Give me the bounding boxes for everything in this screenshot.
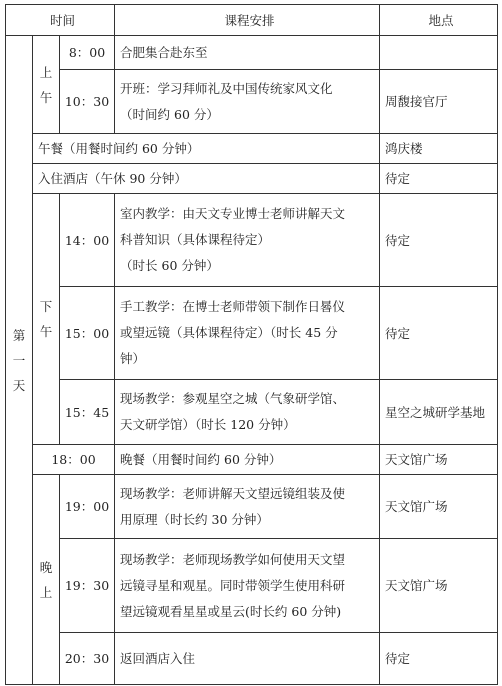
table-row	[6, 194, 498, 287]
time-cell: 14：00	[60, 194, 115, 287]
location-cell: 鸿庆楼	[380, 134, 498, 164]
schedule-line: 室内教学：由天文专业博士老师讲解天文	[120, 206, 346, 221]
evening-char: 晚	[39, 559, 53, 575]
schedule-table	[5, 4, 498, 685]
schedule-line: 或望远镜（具体课程待定）（时长 45 分	[120, 325, 338, 340]
table-row	[6, 445, 498, 475]
location-cell: 待定	[380, 287, 498, 380]
schedule-line: 现场教学：老师现场教学如何使用天文望	[120, 551, 346, 567]
schedule-line: 科普知识（具体课程待定）	[120, 232, 271, 247]
location-cell: 待定	[380, 194, 498, 287]
schedule-line: 用原理（时长约 30 分钟）	[120, 511, 269, 527]
afternoon-char: 下	[39, 299, 53, 314]
schedule-line: 望远镜观看星星或星云(时长约 60 分钟)	[120, 603, 342, 619]
morning-label-cell	[33, 36, 60, 134]
table-row	[6, 164, 498, 194]
time-cell: 18：00	[33, 445, 115, 475]
schedule-line: 手工教学：在博士老师带领下制作日晷仪	[120, 299, 346, 314]
schedule-line: （时长 60 分钟）	[120, 258, 219, 273]
day-char: 第	[12, 327, 26, 343]
location-cell: 天文馆广场	[380, 475, 498, 539]
location-cell: 星空之城研学基地	[380, 380, 498, 445]
table-row	[6, 70, 498, 134]
day-label-cell	[6, 36, 33, 685]
location-cell: 天文馆广场	[380, 539, 498, 633]
evening-label-cell	[33, 475, 60, 685]
morning-char: 午	[39, 89, 53, 105]
morning-char: 上	[39, 64, 53, 80]
schedule-cell	[115, 475, 380, 539]
location-cell	[380, 36, 498, 70]
schedule-line: 天文研学馆）（时长 120 分钟）	[120, 417, 296, 432]
location-cell: 待定	[380, 164, 498, 194]
schedule-line: 现场教学：老师讲解天文望远镜组装及使	[120, 485, 346, 501]
table-row	[6, 287, 498, 380]
schedule-line: 远镜寻星和观星。同时带领学生使用科研	[120, 577, 346, 593]
table-row	[6, 539, 498, 633]
afternoon-char: 午	[39, 324, 53, 339]
time-cell: 15：00	[60, 287, 115, 380]
schedule-cell: 入住酒店（午休 90 分钟）	[33, 164, 380, 194]
schedule-cell: 合肥集合赴东至	[115, 36, 380, 70]
schedule-line: 钟）	[120, 351, 146, 366]
table-row	[6, 475, 498, 539]
schedule-line: 现场教学：参观星空之城（气象研学馆、	[120, 391, 346, 406]
time-cell: 19：30	[60, 539, 115, 633]
header-time: 时间	[6, 5, 115, 36]
table-row	[6, 380, 498, 445]
schedule-line: （时间约 60 分）	[120, 106, 219, 122]
header-schedule: 课程安排	[115, 5, 380, 36]
location-cell: 待定	[380, 633, 498, 685]
location-cell: 周馥接官厅	[380, 70, 498, 134]
schedule-cell	[115, 539, 380, 633]
header-location: 地点	[380, 5, 498, 36]
time-cell: 10：30	[60, 70, 115, 134]
time-cell: 20：30	[60, 633, 115, 685]
time-cell: 8：00	[60, 36, 115, 70]
day-char: 一	[12, 352, 26, 368]
location-cell: 天文馆广场	[380, 445, 498, 475]
evening-char: 上	[39, 584, 53, 600]
schedule-cell	[115, 194, 380, 287]
afternoon-label-cell	[33, 194, 60, 445]
schedule-cell	[115, 380, 380, 445]
table-row	[6, 134, 498, 164]
schedule-cell	[115, 70, 380, 134]
schedule-cell: 返回酒店入住	[115, 633, 380, 685]
day-char: 天	[12, 377, 26, 393]
header-row	[6, 5, 498, 36]
time-cell: 19：00	[60, 475, 115, 539]
schedule-cell	[115, 287, 380, 380]
table-row	[6, 633, 498, 685]
schedule-cell: 午餐（用餐时间约 60 分钟）	[33, 134, 380, 164]
schedule-cell: 晚餐（用餐时间约 60 分钟）	[115, 445, 380, 475]
table-row	[6, 36, 498, 70]
schedule-line: 开班：学习拜师礼及中国传统家风文化	[120, 80, 333, 96]
time-cell: 15：45	[60, 380, 115, 445]
